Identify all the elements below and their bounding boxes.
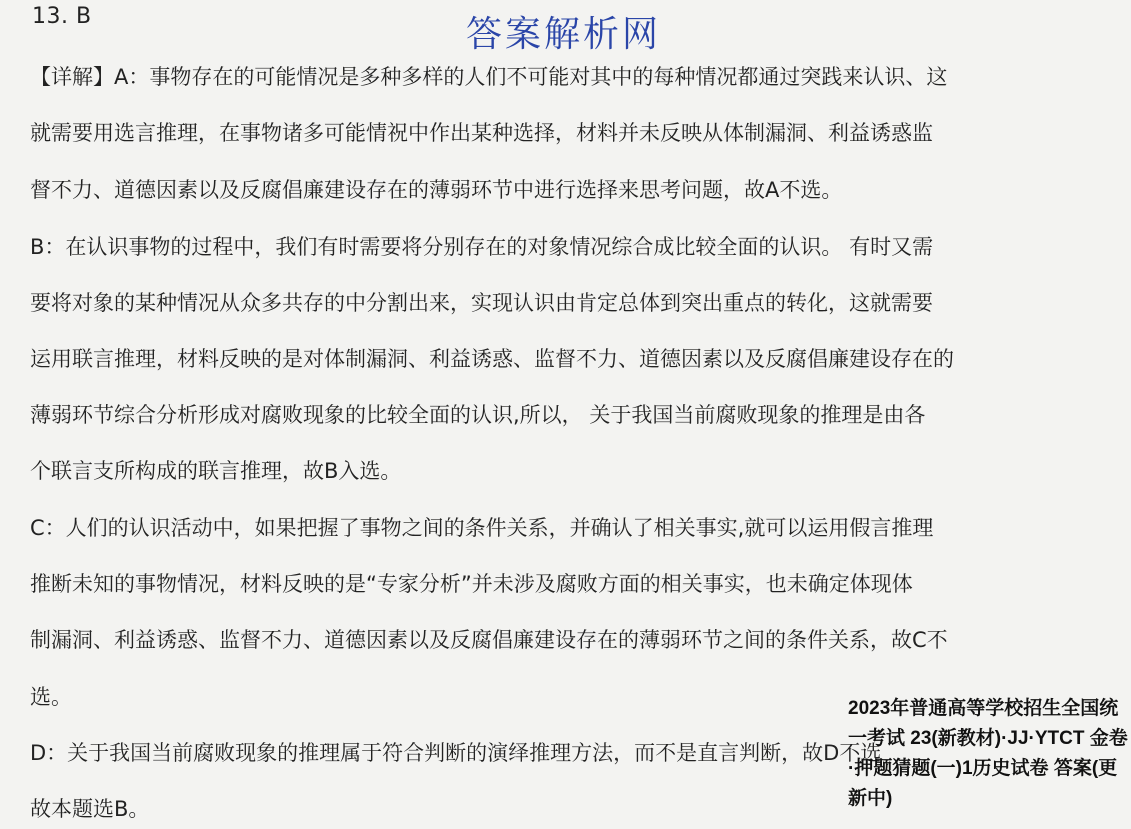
explanation-line: 制漏洞、利益诱惑、监督不力、道德因素以及反腐倡廉建设存在的薄弱环节之间的条件关系，故C不 bbox=[30, 628, 948, 652]
watermark-logo: 答案解析网 bbox=[466, 14, 662, 55]
explanation-line: 选。 bbox=[30, 685, 72, 709]
question-number: 13. B bbox=[32, 4, 92, 29]
overlay-title-link[interactable]: 2023年普通高等学校招生全国统一考试 23(新教材)·JJ·YTCT 金卷·押题猜题(一)1历史试卷 答案(更新中) bbox=[848, 698, 1128, 809]
explanation-line: 运用联言推理，材料反映的是对体制漏洞、利益诱惑、监督不力、道德因素以及反腐倡廉建设存在的 bbox=[30, 347, 954, 371]
explanation-line: D：关于我国当前腐败现象的推理属于符合判断的演绎推理方法，而不是直言判断，故D不选 bbox=[30, 741, 882, 765]
explanation-line: 督不力、道德因素以及反腐倡廉建设存在的薄弱环节中进行选择来思考问题，故A不选。 bbox=[30, 178, 843, 202]
explanation-line: 故本题选B。 bbox=[30, 797, 150, 821]
explanation-line: 就需要用选言推理，在事物诸多可能情祝中作出某种选择，材料并未反映从体制漏洞、利益诱惑监 bbox=[30, 121, 933, 145]
explanation-line: 个联言支所构成的联言推理，故B入选。 bbox=[30, 459, 402, 483]
explanation-line: 【详解】A：事物存在的可能情况是多种多样的人们不可能对其中的每种情况都通过突践来认识、这 bbox=[30, 65, 948, 89]
explanation-line: 要将对象的某种情况从众多共存的中分割出来，实现认识由肯定总体到突出重点的转化，这就需要 bbox=[30, 291, 933, 315]
explanation-line: B：在认识事物的过程中，我们有时需要将分别存在的对象情况综合成比较全面的认识。 有时又需 bbox=[30, 235, 934, 259]
explanation-line: 薄弱环节综合分析形成对腐败现象的比较全面的认识,所以， 关于我国当前腐败现象的推理是由各 bbox=[30, 403, 926, 427]
explanation-line: 推断未知的事物情况，材料反映的是“专家分析”并未涉及腐败方面的相关事实，也未确定体现体 bbox=[30, 572, 913, 596]
explanation-line: C：人们的认识活动中，如果把握了事物之间的条件关系，并确认了相关事实,就可以运用假言推理 bbox=[30, 516, 934, 540]
